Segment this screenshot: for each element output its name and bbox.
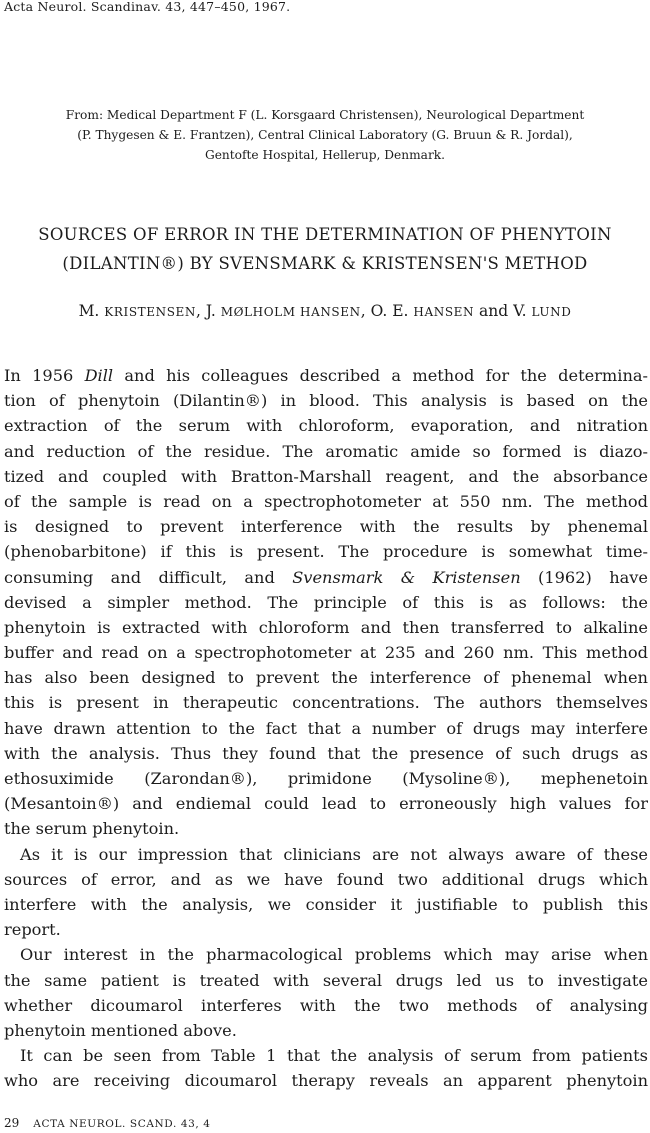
running-head: Acta Neurol. Scandinav. 43, 447–450, 1967. [4,0,291,14]
page-number: 29 [4,1116,20,1130]
author-text: , J. [196,302,221,320]
cited-author: Svensmark & Kristensen [292,567,521,587]
body-line: extraction of the serum with chloroform, evaporation, and nitration [4,416,648,436]
body-line: Our interest in the pharmacological problems which may arise when [20,945,648,965]
text-run: In 1956 [4,366,85,385]
body-line: of the sample is read on a spectrophotometer at 550 nm. The method [4,491,648,511]
author-list [0,301,650,322]
body-line: As it is our impression that clinicians are not always aware of these [20,844,648,864]
body-line: tion of phenytoin (Dilantin®) in blood. This analysis is based on the [4,391,648,411]
body-line: who are receiving dicoumarol therapy reveals an apparent phenytoin [4,1071,648,1091]
body-line: phenytoin is extracted with chloroform and then transferred to alkaline [4,617,648,637]
article-title [0,220,650,278]
body-line: ethosuximide (Zarondan®), primidone (Mysoline®), mephenetoin [4,769,648,788]
body-line: sources of error, and as we have found two additional drugs which [4,869,648,889]
affiliation-line: Gentofte Hospital, Hellerup, Denmark. [204,148,446,162]
title-line: SOURCES OF ERROR IN THE DETERMINATION OF PHENYTOIN [38,225,612,244]
author-name: HANSEN [413,305,475,319]
author-text: , O. E. [360,302,414,320]
text-run: (1962) have [520,567,649,587]
author-text: and V. [474,302,532,320]
body-line: the serum phenytoin. [4,819,180,839]
body-line: It can be seen from Table 1 that the analysis of serum from patients [20,1046,648,1066]
body-line: phenytoin mentioned above. [4,1020,237,1040]
body-line: (phenobarbitone) if this is present. The procedure is somewhat time- [4,542,648,562]
body-line: has also been designed to prevent the interference of phenemal when [4,668,648,688]
author-name: MØLHOLM HANSEN [220,305,361,319]
body-line [4,363,648,388]
body-line: tized and coupled with Bratton-Marshall reagent, and the absorbance [4,466,648,486]
body-line: this is present in therapeutic concentrations. The authors themselves [4,693,648,713]
body-line: (Mesantoin®) and endiemal could lead to erroneously high values for [4,794,648,814]
text-run: and his colleagues described a method for the determina- [113,366,648,385]
author-name: LUND [531,305,572,319]
body-line [4,565,648,590]
body-line: with the analysis. Thus they found that the presence of such drugs as [4,743,648,763]
body-line: and reduction of the residue. The aromatic amide so formed is diazo- [4,441,648,461]
author-name: KRISTENSEN [104,305,197,319]
affiliation-line: From: Medical Department F (L. Korsgaard Christensen), Neurological Department [65,108,585,122]
body-text [4,363,648,1093]
body-line: have drawn attention to the fact that a number of drugs may interfere [4,718,648,738]
page-footer [4,1116,211,1131]
body-line: devised a simpler method. The principle of this is as follows: the [4,592,648,612]
body-line: interfere with the analysis, we consider it justifiable to publish this [4,894,648,914]
body-line: buffer and read on a spectrophotometer at 235 and 260 nm. This method [4,643,648,663]
affiliation [4,105,646,165]
text-run: consuming and difficult, and [4,567,293,587]
journal-reference: ACTA NEUROL. SCAND. 43, 4 [33,1118,211,1130]
body-line: whether dicoumarol interferes with the two methods of analysing [4,995,648,1015]
author-text: M. [78,302,105,320]
body-line: is designed to prevent interference with the results by phenemal [4,517,648,537]
affiliation-line: (P. Thygesen & E. Frantzen), Central Clinical Laboratory (G. Bruun & R. Jordal), [77,128,573,142]
cited-author: Dill [84,366,114,385]
title-line: (DILANTIN®) BY SVENSMARK & KRISTENSEN'S METHOD [62,254,588,273]
body-line: the same patient is treated with several drugs led us to investigate [4,970,648,990]
body-line: report. [4,920,61,940]
